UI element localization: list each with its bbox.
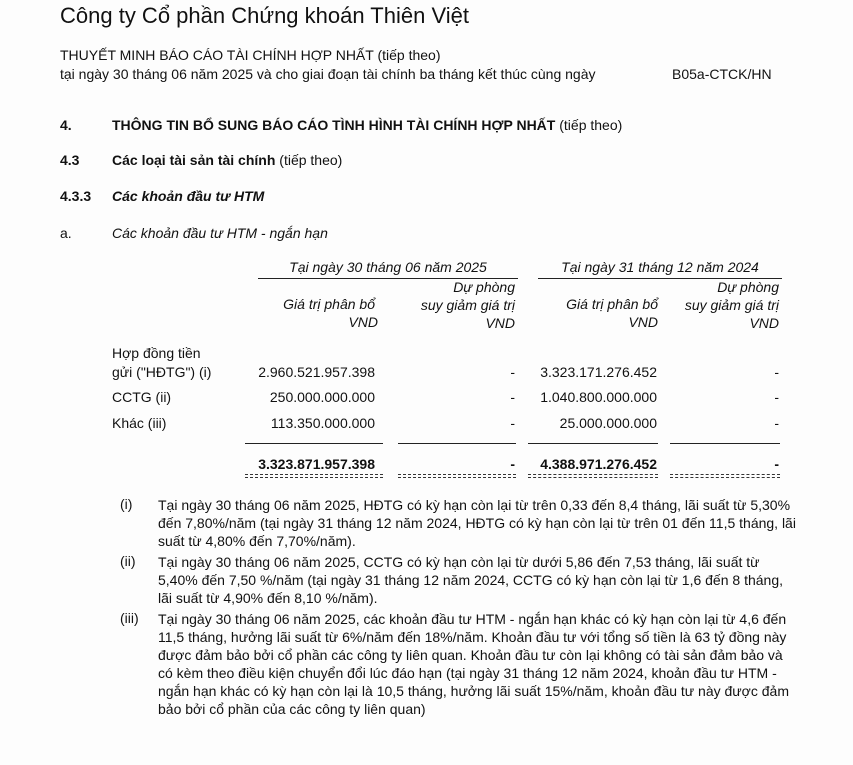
other-prov-2025: - (510, 415, 515, 431)
section-4-3-heading (112, 152, 342, 168)
hdtg-prov-2024: - (774, 364, 779, 380)
period-2024-header: Tại ngày 31 tháng 12 năm 2024 (561, 259, 759, 275)
total-prov-2024: - (774, 456, 779, 472)
section-4-3-title: Các loại tài sản tài chính (112, 152, 276, 168)
section-4-3-number: 4.3 (60, 152, 80, 168)
cctg-prov-2025: - (510, 389, 515, 405)
total-line-bottom-4 (670, 474, 780, 475)
subsection-a-title: Các khoản đầu tư HTM - ngắn hạn (112, 225, 328, 241)
total-line-bottom-2 (398, 474, 516, 475)
hdtg-alloc-2025: 2.960.521.957.398 (258, 364, 375, 380)
note-ii-text: Tại ngày 30 tháng 06 năm 2025, CCTG có kỳ hạn còn lại từ dưới 5,86 đến 7,53 tháng, lãi suất từ 5,40% đến 7,50 %/năm (tại ngày 31 tháng 12 năm 2024, CCTG có kỳ hạn còn lại từ 1,6 đến 8 tháng, lãi suất từ 4,90% đến 8,10 %/năm). (158, 554, 783, 606)
total-alloc-2024: 4.388.971.276.452 (540, 456, 657, 472)
note-ii-marker: (ii) (120, 553, 136, 569)
row-label-cctg: CCTG (ii) (112, 389, 172, 405)
total-line-bottom-2b (398, 477, 516, 478)
prov-unit-2024: VND (749, 315, 779, 331)
total-line-top-2 (398, 443, 516, 444)
report-period: tại ngày 30 tháng 06 năm 2025 và cho giai đoạn tài chính ba tháng kết thúc cùng ngày (60, 66, 596, 82)
prov-header-2025-line1: Dự phòng (453, 279, 515, 295)
alloc-unit-2024: VND (628, 314, 658, 330)
period-2025-header: Tại ngày 30 tháng 06 năm 2025 (289, 259, 487, 275)
total-line-bottom-4b (670, 477, 780, 478)
row-label-other: Khác (iii) (112, 415, 167, 431)
note-iii-marker: (iii) (120, 610, 139, 626)
note-i-marker: (i) (120, 496, 133, 512)
report-title: THUYẾT MINH BÁO CÁO TÀI CHÍNH HỢP NHẤT (tiếp theo) (60, 47, 441, 63)
section-4-heading (112, 117, 622, 133)
cctg-alloc-2025: 250.000.000.000 (269, 389, 375, 405)
section-4-number: 4. (60, 117, 72, 133)
prov-header-2025-line2: suy giảm giá trị (420, 297, 515, 313)
cctg-prov-2024: - (774, 389, 779, 405)
total-line-top-1 (245, 443, 383, 444)
other-alloc-2024: 25.000.000.000 (559, 415, 657, 431)
prov-header-2024-line2: suy giảm giá trị (684, 297, 779, 313)
subsection-a-number: a. (60, 225, 72, 241)
prov-unit-2025: VND (485, 315, 515, 331)
section-4-suffix: (tiếp theo) (559, 117, 623, 133)
other-prov-2024: - (774, 415, 779, 431)
section-4-3-suffix: (tiếp theo) (279, 152, 343, 168)
note-i-text: Tại ngày 30 tháng 06 năm 2025, HĐTG có kỳ hạn còn lại từ trên 0,33 đến 8,4 tháng, lãi suất từ 5,30% đến 7,80%/năm (tại ngày 31 tháng 12 năm 2024, HĐTG có kỳ hạn còn lại từ trên 01 đến 11,5 tháng, lãi suất từ 4,80% đến 7,70%/năm). (158, 497, 796, 549)
row-label-hdtg-line1: Hợp đồng tiền (112, 345, 201, 361)
section-4-3-3-title: Các khoản đầu tư HTM (112, 188, 265, 204)
total-line-bottom-3b (528, 477, 658, 478)
note-iii-text: Tại ngày 30 tháng 06 năm 2025, các khoản đầu tư HTM - ngắn hạn khác có kỳ hạn còn lại từ 4,6 đến 11,5 tháng, hưởng lãi suất từ 6%/năm đến 18%/năm. Khoản đầu tư với tổng số tiền là 63 tỷ đồng này được đảm bảo bởi cổ phần các công ty liên quan. Khoản đầu tư còn lại không có tài sản đảm bảo và có kèm theo điều kiện chuyển đổi lúc đáo hạn (tại ngày 31 tháng 12 năm 2024, khoản đầu tư HTM - ngắn hạn khác có kỳ hạn còn lại là 10,5 tháng, hưởng lãi suất 15%/năm, khoản đầu tư này được đảm bảo bởi cổ phần của các công ty liên quan) (158, 611, 789, 717)
section-4-3-3-number: 4.3.3 (60, 188, 92, 204)
total-line-bottom-1b (245, 477, 383, 478)
prov-header-2024-line1: Dự phòng (717, 279, 779, 295)
total-line-top-4 (670, 443, 780, 444)
row-label-hdtg-line2: gửi ("HĐTG") (i) (112, 364, 212, 380)
hdtg-prov-2025: - (510, 364, 515, 380)
hdtg-alloc-2024: 3.323.171.276.452 (540, 364, 657, 380)
alloc-header-2024: Giá trị phân bổ (566, 296, 658, 312)
cctg-alloc-2024: 1.040.800.000.000 (540, 389, 657, 405)
total-alloc-2025: 3.323.871.957.398 (258, 456, 375, 472)
alloc-unit-2025: VND (348, 314, 378, 330)
total-line-bottom-3 (528, 474, 658, 475)
alloc-header-2025: Giá trị phân bổ (283, 296, 375, 312)
form-code: B05a-CTCK/HN (672, 66, 772, 82)
other-alloc-2025: 113.350.000.000 (270, 415, 375, 431)
company-name: Công ty Cổ phần Chứng khoán Thiên Việt (60, 3, 469, 28)
section-4-title: THÔNG TIN BỔ SUNG BÁO CÁO TÌNH HÌNH TÀI CHÍNH HỢP NHẤT (112, 117, 556, 133)
total-prov-2025: - (510, 456, 515, 472)
total-line-top-3 (528, 443, 658, 444)
total-line-bottom-1 (245, 474, 383, 475)
